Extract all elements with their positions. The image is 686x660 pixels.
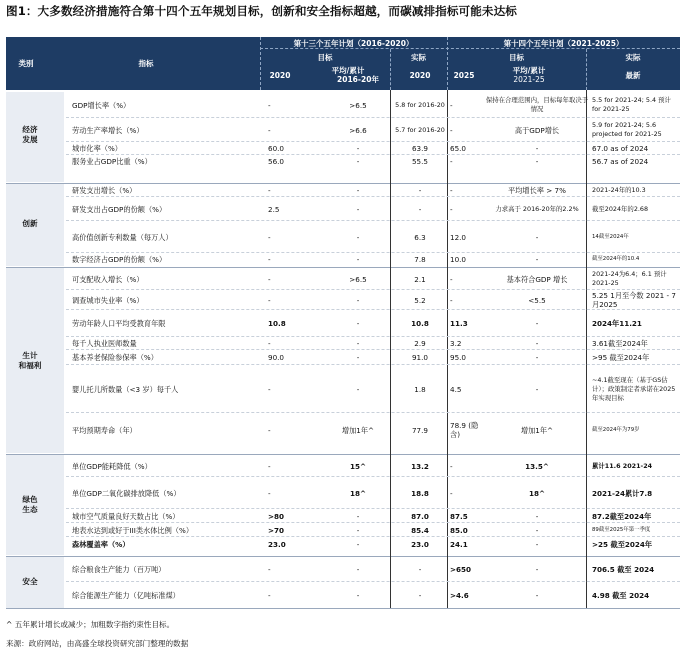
row-3-c5: -: [535, 156, 539, 166]
row-12-c4: 95.0: [450, 353, 467, 362]
category-security: 安全: [22, 577, 38, 586]
row-13-c1: -: [268, 384, 271, 394]
row-15-c4: -: [450, 461, 453, 471]
row-4-c2: -: [356, 186, 360, 195]
row-14-indicator: 平均预期寿命（年）: [72, 425, 137, 435]
row-0-c5: 保持在合理范围内，目标每年取决于情况: [485, 96, 589, 113]
row-11-c2: -: [356, 339, 360, 348]
row-12-c5: -: [535, 353, 539, 362]
row-8-c4: -: [450, 274, 453, 284]
row-20-c2: -: [356, 565, 360, 574]
row-3-c3: 55.5: [411, 156, 428, 166]
row-1-indicator: 劳动生产率增长（%）: [72, 125, 144, 135]
row-11-c1: -: [268, 339, 271, 348]
row-10-c6: 2024年11.21: [592, 319, 642, 328]
row-12-c1: 90.0: [268, 353, 285, 362]
row-4-c4: -: [450, 186, 453, 195]
row-7-c4: 10.0: [450, 255, 467, 264]
row-2-c1: 60.0: [268, 144, 285, 153]
row-20-c5: -: [535, 565, 539, 574]
row-20-c1: -: [268, 565, 271, 574]
row-11-c3: 2.9: [414, 339, 426, 348]
row-9-c4: -: [450, 295, 453, 305]
row-18-c6: 89截至2025年第一季度: [592, 526, 651, 533]
category-welfare: 生计 和福利: [18, 351, 42, 370]
row-6-c1: -: [268, 232, 271, 242]
row-17-c2: -: [356, 511, 360, 521]
row-21-c1: -: [268, 590, 271, 600]
row-14-c4: 78.9 (隐含): [450, 421, 479, 439]
row-13-c5: -: [535, 384, 539, 394]
row-6-indicator: 高价值创新专利数量（每万人）: [72, 232, 173, 242]
row-8-c1: -: [268, 274, 271, 284]
row-12-c6: >95 截至2024年: [592, 353, 650, 362]
row-9-c6: 5.25 1月至今数 2021 - 7月2025: [592, 291, 676, 309]
row-20-indicator: 综合粮食生产能力（百万吨）: [72, 565, 166, 574]
row-5-c6: 截至2024年的2.68: [592, 204, 649, 213]
row-8-c2: >6.5: [349, 274, 367, 284]
footnote: ^ 五年累计增长或减少；加粗数字指约束性目标。: [6, 620, 175, 629]
row-17-c6: 87.2截至2024年: [592, 511, 652, 521]
row-2-c6: 67.0 as of 2024: [592, 144, 649, 153]
row-10-indicator: 劳动年龄人口平均受教育年限: [72, 319, 166, 328]
row-9-c1: -: [268, 295, 271, 305]
row-11-c6: 3.61截至2024年: [592, 339, 648, 348]
source-note: 来源：政府网站，由高盛全球投资研究部门整理的数据: [6, 639, 189, 648]
header-2020-actual: 2020: [409, 71, 431, 80]
row-9-c5: <5.5: [528, 295, 546, 305]
row-2-c5: -: [535, 144, 539, 153]
row-19-c2: -: [356, 539, 360, 549]
header-plan13: 第十三个五年计划（2016-2020）: [293, 39, 414, 48]
row-11-c4: 3.2: [450, 339, 462, 348]
row-18-c5: -: [535, 525, 539, 535]
row-16-c3: 18.8: [411, 488, 429, 498]
row-10-c4: 11.3: [450, 319, 468, 328]
row-0-c4: -: [450, 100, 453, 110]
header-target-14: 目标: [509, 53, 524, 62]
row-10-c3: 10.8: [411, 319, 429, 328]
row-14-c1: -: [268, 425, 271, 435]
row-3-c4: -: [450, 156, 453, 166]
row-9-c2: -: [356, 295, 360, 305]
row-16-indicator: 单位GDP二氧化碳排放降低（%）: [72, 488, 181, 498]
row-5-c4: -: [450, 204, 453, 214]
row-3-c2: -: [356, 156, 360, 166]
row-2-c2: -: [356, 144, 360, 153]
row-18-c4: 85.0: [450, 525, 468, 535]
header-plan14: 第十四个五年计划（2021-2025）: [503, 39, 624, 48]
row-14-c2: 增加1年^: [341, 425, 375, 435]
row-10-c5: -: [535, 319, 539, 328]
row-7-indicator: 数字经济占GDP的份额（%）: [72, 255, 167, 264]
row-3-indicator: 服务业占GDP比重（%）: [72, 156, 152, 166]
row-9-c3: 5.2: [414, 295, 426, 305]
header-target-13: 目标: [317, 53, 333, 62]
row-2-indicator: 城市化率（%）: [72, 144, 122, 153]
row-7-c1: -: [268, 255, 271, 264]
row-15-c3: 13.2: [411, 461, 429, 471]
row-21-c3: -: [418, 590, 422, 600]
row-9-indicator: 调查城市失业率（%）: [72, 295, 144, 305]
row-19-c1: 23.0: [268, 539, 286, 549]
row-1-c5: 高于GDP增长: [514, 125, 560, 135]
row-15-c1: -: [268, 461, 271, 471]
row-8-c3: 2.1: [414, 274, 426, 284]
row-21-c5: -: [535, 590, 539, 600]
header-actual-13: 实际: [411, 53, 426, 62]
row-3-c1: 56.0: [268, 156, 285, 166]
row-11-indicator: 每千人执业医师数量: [72, 339, 137, 348]
row-21-c4: >4.6: [450, 590, 469, 600]
row-13-c4: 4.5: [450, 384, 462, 394]
row-7-c5: -: [535, 255, 539, 264]
row-4-indicator: 研发支出增长（%）: [72, 186, 137, 195]
row-8-c5: 基本符合GDP 增长: [506, 274, 568, 284]
row-14-c5: 增加1年^: [520, 425, 554, 435]
row-8-c6: 2021-24为6.4；6.1 预计2021-25: [592, 270, 667, 287]
row-7-c3: 7.8: [414, 255, 426, 264]
row-0-c1: -: [268, 100, 271, 110]
row-12-indicator: 基本养老保险参保率（%）: [72, 353, 158, 362]
row-17-indicator: 城市空气质量良好天数占比（%）: [72, 511, 180, 521]
row-11-c5: -: [535, 339, 539, 348]
row-6-c6: 14截至2024年: [592, 233, 629, 240]
row-15-c5: 13.5^: [525, 461, 549, 471]
row-1-c6: 5.9 for 2021-24; 5.6 projected for 2021-25: [592, 121, 662, 138]
row-5-c3: -: [418, 204, 422, 214]
row-6-c5: -: [535, 232, 539, 242]
row-7-c2: -: [356, 255, 360, 264]
header-avg13-years: 2016-20年: [337, 75, 379, 84]
row-21-c2: -: [356, 590, 360, 600]
row-17-c3: 87.0: [411, 511, 429, 521]
row-1-c2: >6.6: [349, 125, 367, 135]
row-2-c3: 63.9: [411, 144, 428, 153]
row-15-c2: 15^: [349, 461, 367, 471]
header-latest: 最新: [625, 71, 641, 80]
row-16-c6: 2021-24累计7.8: [592, 488, 653, 498]
row-19-c4: 24.1: [450, 539, 468, 549]
row-7-c6: 截至2024年的10.4: [592, 256, 640, 262]
row-14-c3: 77.9: [411, 425, 428, 435]
row-8-indicator: 可支配收入增长（%）: [72, 274, 144, 284]
row-19-c3: 23.0: [411, 539, 429, 549]
row-1-c3: 5.7 for 2016-20: [395, 125, 445, 134]
header-actual-14: 实际: [625, 53, 641, 62]
row-14-c6: 截至2024年为79岁: [592, 426, 640, 433]
row-17-c4: 87.5: [450, 511, 468, 521]
row-1-c1: -: [268, 125, 271, 135]
row-12-c2: -: [356, 353, 360, 362]
row-20-c3: -: [418, 565, 422, 574]
row-10-c2: -: [356, 319, 360, 328]
row-21-c6: 4.98 截至 2024: [592, 590, 650, 600]
row-4-c6: 2021-24年的10.3: [592, 186, 646, 194]
row-21-indicator: 综合能源生产能力（亿吨标准煤）: [72, 590, 180, 600]
header-2020-target: 2020: [269, 71, 291, 80]
row-18-c1: >70: [268, 525, 285, 535]
row-20-c6: 706.5 截至 2024: [592, 565, 655, 574]
row-1-c4: -: [450, 125, 453, 135]
row-13-c2: -: [356, 384, 360, 394]
row-18-c3: 85.4: [411, 525, 429, 535]
row-0-indicator: GDP增长率（%）: [72, 100, 131, 110]
header-2025: 2025: [453, 71, 475, 80]
row-13-indicator: 婴儿托儿所数量（<3 岁）每千人: [72, 384, 179, 394]
row-16-c2: 18^: [349, 488, 367, 498]
row-15-c6: 累计11.6 2021-24: [592, 461, 653, 470]
header-avg14: 平均/累计: [512, 66, 546, 75]
row-19-c6: >25 截至2024年: [592, 539, 653, 549]
row-18-indicator: 地表水达到或好于III类水体比例（%）: [72, 525, 194, 535]
category-econ: 经济 发展: [22, 125, 38, 144]
row-18-c2: -: [356, 525, 360, 535]
row-6-c3: 6.3: [414, 232, 426, 242]
row-5-c5: 力求高于 2016-20年的2.2%: [495, 204, 579, 213]
category-green: 绿色 生态: [22, 495, 38, 514]
row-12-c3: 91.0: [411, 353, 428, 362]
row-2-c4: 65.0: [450, 144, 467, 153]
row-17-c5: -: [535, 511, 539, 521]
plan-table: [6, 37, 680, 608]
row-5-c2: -: [356, 204, 360, 214]
row-16-c1: -: [268, 488, 271, 498]
row-13-c6: ~4.1截至现在（基于GS估计）；政策制定者承诺在2025年实现目标: [592, 375, 676, 402]
row-16-c5: 18^: [528, 488, 546, 498]
category-innov: 创新: [22, 219, 38, 228]
row-16-c4: -: [450, 488, 453, 498]
header-category: 类别: [18, 59, 34, 68]
row-13-c3: 1.8: [414, 384, 426, 394]
header-avg13: 平均/累计: [331, 66, 365, 75]
row-15-indicator: 单位GDP能耗降低（%）: [72, 461, 152, 471]
row-6-c2: -: [356, 232, 360, 242]
row-10-c1: 10.8: [268, 319, 286, 328]
row-4-c3: -: [418, 186, 422, 195]
header-indicator: 指标: [138, 59, 154, 68]
row-3-c6: 56.7 as of 2024: [592, 156, 649, 166]
figure-title: 图1：大多数经济措施符合第十四个五年规划目标，创新和安全指标超越，而碳减排指标可能未达标: [6, 4, 518, 18]
row-19-c5: -: [535, 539, 539, 549]
row-4-c5: 平均增长率 > 7%: [508, 186, 566, 195]
row-17-c1: >80: [268, 511, 285, 521]
row-19-indicator: 森林覆盖率（%）: [72, 539, 130, 549]
row-5-c1: 2.5: [268, 204, 280, 214]
row-20-c4: >650: [450, 565, 472, 574]
header-avg14-years: 2021-25: [513, 75, 545, 84]
row-0-c6: 5.5 for 2021-24; 5.4 预计 for 2021-25: [592, 96, 671, 113]
row-4-c1: -: [268, 186, 271, 195]
row-0-c3: 5.8 for 2016-20: [395, 100, 445, 109]
row-0-c2: >6.5: [349, 100, 367, 110]
row-6-c4: 12.0: [450, 232, 467, 242]
row-5-indicator: 研发支出占GDP的份额（%）: [72, 204, 167, 214]
